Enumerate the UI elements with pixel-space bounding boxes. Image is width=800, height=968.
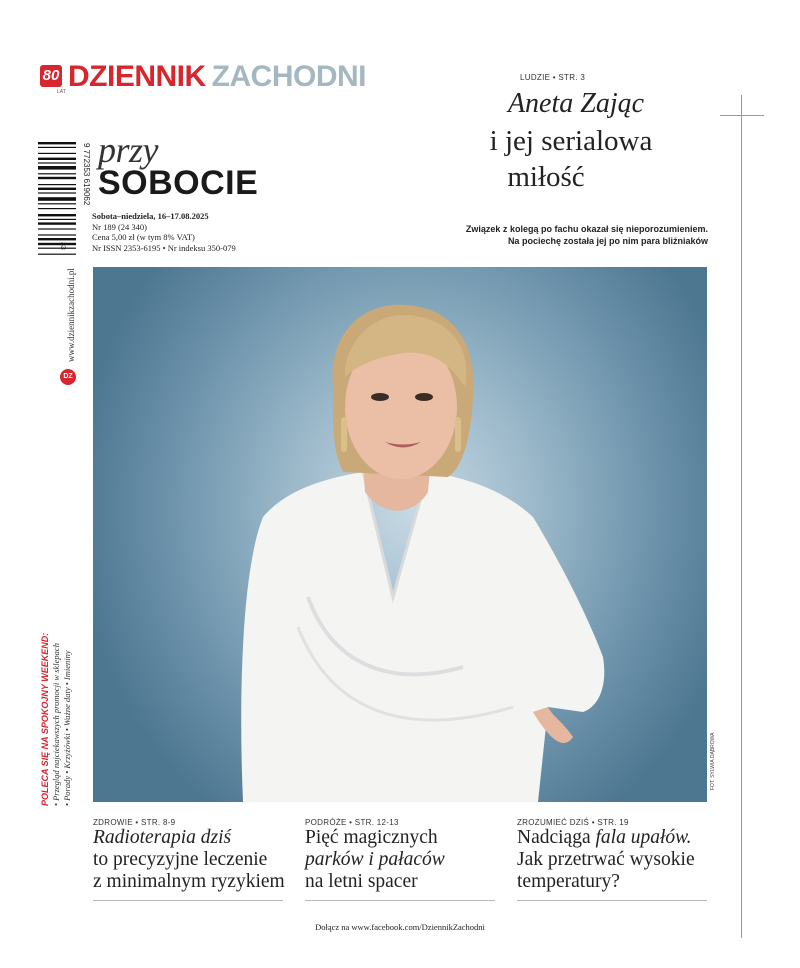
masthead-name-part2: ZACHODNI [211, 60, 366, 93]
anniversary-number: 80 [40, 65, 62, 87]
barcode-bars [38, 142, 76, 260]
supplement-title: SOBOCIE [98, 164, 259, 202]
teaser-travel[interactable] [305, 818, 495, 893]
recommendations-heading: POLECA SIĘ NA SPOKOJNY WEEKEND: [40, 632, 50, 806]
top-story-title-line2: i jej serialowa [489, 125, 653, 157]
teaser-travel-line1: Pięć magicznych [305, 827, 438, 848]
issue-price: Cena 5,00 zł (w tym 8% VAT) [92, 232, 195, 242]
top-story-title-line3: miłość [507, 161, 585, 193]
teaser-travel-line2: parków i pałaców [305, 849, 445, 870]
anniversary-emblem [40, 63, 66, 95]
teaser-heatwave-line1 [517, 827, 707, 849]
barcode-digits: 9 772353 619062 [82, 143, 91, 206]
masthead-logo [40, 60, 366, 94]
recommendations-line2: • Porady • Krzyżówki • Ważne daty • Imieniny [62, 650, 72, 806]
recommendations-line1: • Przegląd najciekawszych promocji w sklepach [51, 643, 61, 806]
top-story-title-line1: Aneta Zając [507, 88, 645, 119]
teaser-travel-line3: na letni spacer [305, 871, 418, 892]
website-url: www.dziennikzachodni.pl [66, 268, 76, 362]
crop-mark-horizontal [720, 115, 764, 116]
barcode [38, 142, 76, 260]
cover-photo [93, 267, 707, 802]
crop-mark-vertical [741, 95, 742, 938]
weekend-recommendations [40, 633, 73, 806]
anniversary-label: LAT [57, 89, 66, 95]
teaser-health-line3: z minimalnym ryzykiem [93, 871, 285, 892]
barcode-addon: 33 [59, 242, 66, 250]
supplement-script-word: przy [98, 130, 158, 170]
teaser-heatwave-line3: temperatury? [517, 871, 620, 892]
top-story-deck-line2: Na pociechę została jej po nim para bliźniaków [507, 236, 708, 246]
teaser-heatwave-line1a: Nadciąga [517, 827, 596, 848]
teaser-health[interactable] [93, 818, 283, 893]
teaser-heatwave[interactable] [517, 818, 707, 893]
top-story-deck-line1: Związek z kolegą po fachu okazał się nieporozumieniem. [465, 224, 708, 234]
issue-info [92, 211, 236, 253]
teaser-health-line2: to precyzyjne leczenie [93, 849, 268, 870]
dz-badge-icon: DZ [60, 369, 76, 385]
masthead-name-part1: DZIENNIK [68, 60, 206, 93]
teaser-rule [93, 900, 283, 901]
teaser-rule [305, 900, 495, 901]
photo-credit: FOT. SYLWIA DĄBROWA [710, 732, 716, 790]
teaser-travel-kicker: PODRÓŻE • STR. 12-13 [305, 818, 399, 827]
teaser-health-line1: Radioterapia dziś [93, 827, 232, 848]
issue-date: Sobota–niedziela, 16–17.08.2025 [92, 211, 209, 221]
teaser-heatwave-kicker: ZROZUMIEĆ DZIŚ • STR. 19 [517, 818, 629, 827]
teaser-health-kicker: ZDROWIE • STR. 8-9 [93, 818, 176, 827]
issue-number: Nr 189 (24 340) [92, 221, 148, 232]
teaser-heatwave-line1b: fala upałów. [595, 827, 692, 848]
barcode-digits-block [81, 143, 91, 259]
cover-portrait [93, 267, 707, 802]
facebook-link[interactable]: Dołącz na www.facebook.com/DziennikZachodni [315, 922, 485, 932]
top-story-kicker: LUDZIE • STR. 3 [520, 73, 586, 82]
teaser-rule [517, 900, 707, 901]
teaser-heatwave-line2: Jak przetrwać wysokie [517, 849, 695, 870]
issue-issn: Nr ISSN 2353-6195 • Nr indeksu 350-079 [92, 242, 236, 253]
